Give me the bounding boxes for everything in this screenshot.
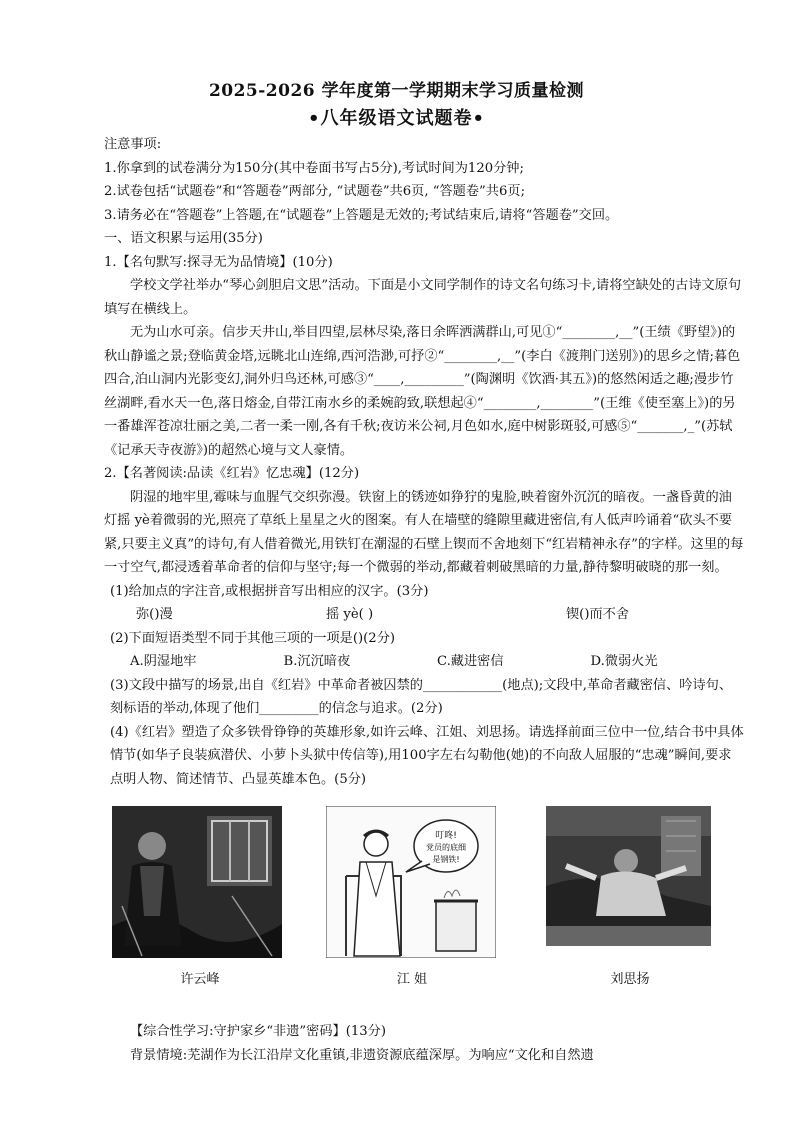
jiang-jie-illustration: [326, 806, 496, 958]
bubble-line-2: 党员的底细: [426, 843, 466, 852]
xu-yunfeng-illustration: [112, 806, 282, 958]
exam-body: [104, 133, 744, 791]
caption-liu-siyang: 刘思扬: [610, 972, 650, 987]
liu-siyang-illustration: [546, 806, 711, 946]
q1-passage: 无为山水可亲。信步天井山,举目四望,层林尽染,落日余晖洒满群山,可见①“________,__”(王绩《野望》)的秋山静谧之景;登临黄金塔,远眺北山连绵,西河浩渺,可抒②“________,__”(李白《渡荆门送别》)的思乡之情;暮色四合,泊山洞内光影变幻,洞外归鸟还林,可感③“____,_________”(陶渊明《饮酒·其五》)的悠然闲适之趣;漫步竹丝湖畔,看水天一色,落日熔金,自带江南水乡的柔婉韵致,联想起④“________,________”(王维《使至塞上》)的另一番雄浑苍凉壮丽之美,二者一柔一刚,各有千秋;夜访米公祠,月色如水,庭中树影斑驳,可感⑤“_______,_”(苏轼《记承天寺夜游》)的超然心境与文人豪情。: [104, 325, 741, 458]
word-item-3: 锲()而不舍: [566, 607, 630, 622]
word-item-2: 摇 yè( ): [326, 607, 374, 622]
exam-subtitle: •八年级语文试题卷•: [307, 108, 485, 129]
q2-word-row: [104, 603, 744, 627]
q2-heading: 2.【名著阅读:品读《红岩》忆忠魂】(12分): [104, 466, 360, 481]
caption-jiang-jie: 江 姐: [396, 972, 428, 987]
part3-heading: 【综合性学习:守护家乡“非遗”密码】(13分): [130, 1024, 386, 1039]
caption-xu-yunfeng: 许云峰: [180, 972, 220, 987]
option-c: C.藏进密信: [437, 654, 504, 669]
note-item-2: 2.试卷包括“试题卷”和“答题卷”两部分, “试题卷”共6页, “答题卷”共6页;: [104, 184, 526, 199]
figure-xu-yunfeng: [112, 806, 282, 962]
option-b: B.沉沉暗夜: [283, 654, 351, 669]
q2-sub3: (3)文段中描写的场景,出自《红岩》中革命者被囚禁的____________(地点);文段中,革命者藏密信、吟诗句、刻标语的举动,体现了他们_________的信念与追求。(2分): [110, 677, 733, 716]
q2-passage: 阴湿的地牢里,霉味与血腥气交织弥漫。铁窗上的锈迹如狰狞的鬼脸,映着窗外沉沉的暗夜。一盏昏黄的油灯摇 yè着微弱的光,照亮了草纸上星星之火的图案。有人在墙壁的缝隙里藏进密信,有人低声吟诵着“砍头不要紧,只要主义真”的诗句,有人借着微光,用铁钉在潮湿的石壁上锲而不舍地刻下“红岩精神永存”的字样。这里的每一寸空气,都浸透着革命者的信仰与坚守;每一个微弱的举动,都藏着刺破黑暗的力量,静待黎明破晓的那一刻。: [104, 489, 744, 575]
bubble-line-1: 叮咚!: [435, 831, 457, 841]
hero-figures: [104, 806, 754, 991]
q2-sub1: (1)给加点的字注音,或根据拼音写出相应的汉字。(3分): [110, 583, 429, 599]
figure-liu-siyang: [546, 806, 711, 950]
q1-heading: 1.【名句默写:探寻无为品情境】(10分): [104, 254, 333, 270]
part3-section: [130, 1020, 750, 1067]
word-item-1: 弥()漫: [136, 607, 173, 622]
q1-intro: 学校文学社举办“琴心剑胆启文思”活动。下面是小文同学制作的诗文名句练习卡,请将空缺处的古诗文原句填写在横线上。: [104, 278, 742, 317]
part3-intro: 背景情境:芜湖作为长江沿岸文化重镇,非遗资源底蕴深厚。为响应“文化和自然遗: [130, 1047, 594, 1063]
notes-heading: 注意事项:: [104, 137, 162, 152]
note-item-3: 3.请务必在“答题卷”上答题,在“试题卷”上答题是无效的;考试结束后,请将“答题卷”交回。: [104, 207, 619, 223]
q2-sub2: (2)下面短语类型不同于其他三项的一项是()(2分): [110, 630, 396, 646]
bubble-line-3: 是钢铁!: [432, 855, 460, 864]
figure-jiang-jie: [326, 806, 496, 962]
exam-title: 2025-2026 学年度第一学期期末学习质量检测: [208, 81, 585, 101]
part1-heading: 一、语文积累与运用(35分): [104, 231, 263, 246]
note-item-1: 1.你拿到的试卷满分为150分(其中卷面书写占5分),考试时间为120分钟;: [104, 160, 524, 176]
q2-options: [104, 650, 744, 674]
option-a: A.阴湿地牢: [130, 654, 197, 669]
q2-sub4: (4)《红岩》塑造了众多铁骨铮铮的英雄形象,如许云峰、江姐、刘思扬。请选择前面三位中一位,结合书中具体情节(如华子良装疯潜伏、小萝卜头狱中传信等),用100字左右勾勒他(她)的不向敌人屈服的“忠魂”瞬间,要求点明人物、简述情节、凸显英雄本色。(5分): [110, 724, 744, 787]
option-d: D.微弱火光: [590, 654, 658, 669]
